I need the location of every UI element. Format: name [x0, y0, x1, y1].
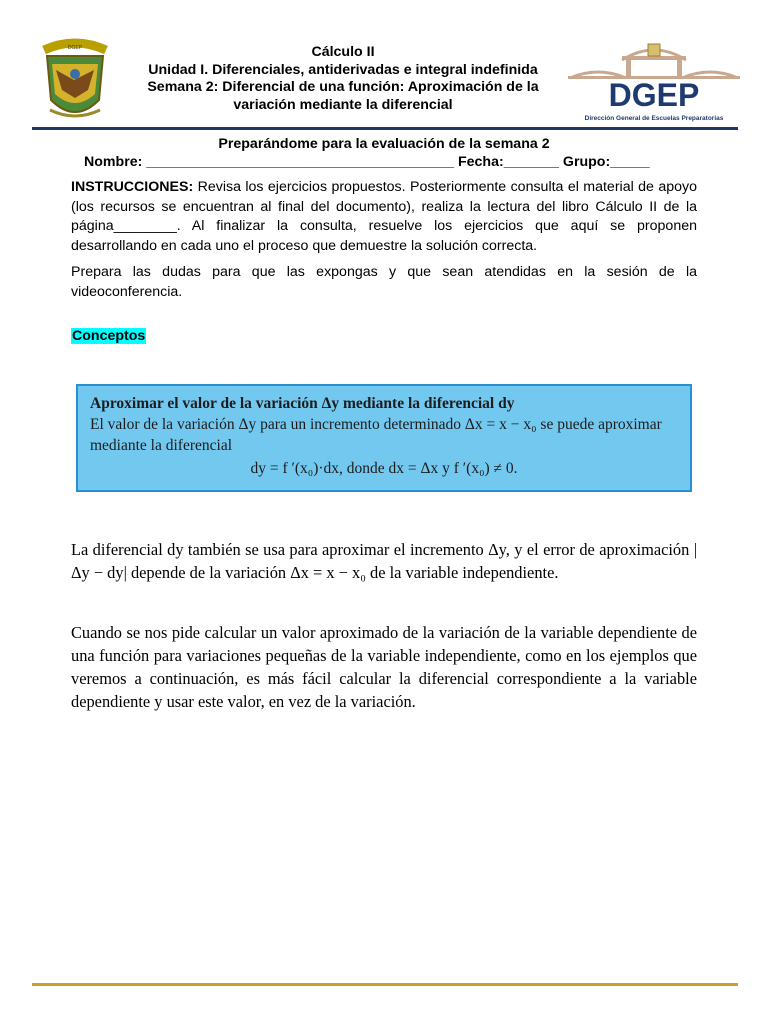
- group-label: Grupo:: [562, 154, 611, 170]
- week-title-continued: variación mediante la diferencial: [233, 96, 453, 113]
- conceptos-heading: Conceptos: [72, 328, 146, 344]
- differential-error-paragraph: La diferencial dy también se usa para aproximar el incremento Δy, y el error de aproximación |Δy − dy| depende de la variación Δx = x − x₀ de la variable independiente.: [71, 540, 697, 582]
- concept-definition-box: [76, 384, 692, 492]
- approximation-paragraph: Cuando se nos pide calcular un valor aproximado de la variación de la variable dependiente de una función para variaciones pequeñas de la variable independiente, como en los ejemplos que veremos a continuación, es más fácil calcular la diferencial correspondiente a la variable dependiente y usar este valor, en vez de la variación.: [71, 623, 697, 711]
- doubts-paragraph: Prepara las dudas para que las expongas y que sean atendidas en la sesión de la videoconferencia.: [71, 264, 697, 300]
- right-logo-text: DGEP: [608, 77, 700, 113]
- unit-title: Unidad I. Diferenciales, antiderivadas e integral indefinida: [148, 61, 538, 78]
- footer-divider: [32, 983, 738, 986]
- evaluation-title: Preparándome para la evaluación de la semana 2: [218, 136, 550, 152]
- course-title: Cálculo II: [311, 44, 375, 60]
- document-header: [30, 30, 740, 130]
- name-field[interactable]: _______________________________________: [146, 154, 455, 170]
- concept-body: El valor de la variación Δy para un incremento determinado Δx = x − x₀ se puede aproximar mediante la diferencial: [90, 416, 662, 454]
- right-logo-subtitle: Dirección General de Escuelas Preparatorias: [584, 115, 724, 122]
- name-label: Nombre:: [84, 154, 143, 170]
- date-label: Fecha:: [457, 154, 504, 170]
- header-divider: [32, 127, 738, 130]
- header-titles: [128, 44, 558, 114]
- dgep-logo: [568, 36, 740, 124]
- instructions-text: Revisa los ejercicios propuestos. Posteriormente consulta el material de apoyo (los recursos se encuentran al final del documento), realiza la lectura del libro Cálculo II de la página________. Al finalizar la consulta, resuelve los ejercicios que aquí se proponen desarrollando en cada uno el proceso que demuestre la solución correcta.: [71, 179, 697, 254]
- concept-title: Aproximar el valor de la variación Δy mediante la diferencial dy: [90, 395, 515, 412]
- instructions-label: INSTRUCCIONES:: [71, 179, 194, 195]
- left-logo-text: DGEP: [67, 45, 83, 51]
- group-field[interactable]: _____: [610, 154, 650, 170]
- instructions-paragraph: [71, 178, 697, 256]
- differential-formula: dy = f ′(x₀)·dx, donde dx = Δx y f ′(x₀) ≠ 0.: [250, 460, 518, 477]
- week-title: Semana 2: Diferencial de una función: Aproximación de la: [147, 79, 539, 96]
- dgep-crest-logo: [34, 34, 116, 128]
- student-info-line: [84, 154, 650, 170]
- date-field[interactable]: _______: [503, 154, 559, 170]
